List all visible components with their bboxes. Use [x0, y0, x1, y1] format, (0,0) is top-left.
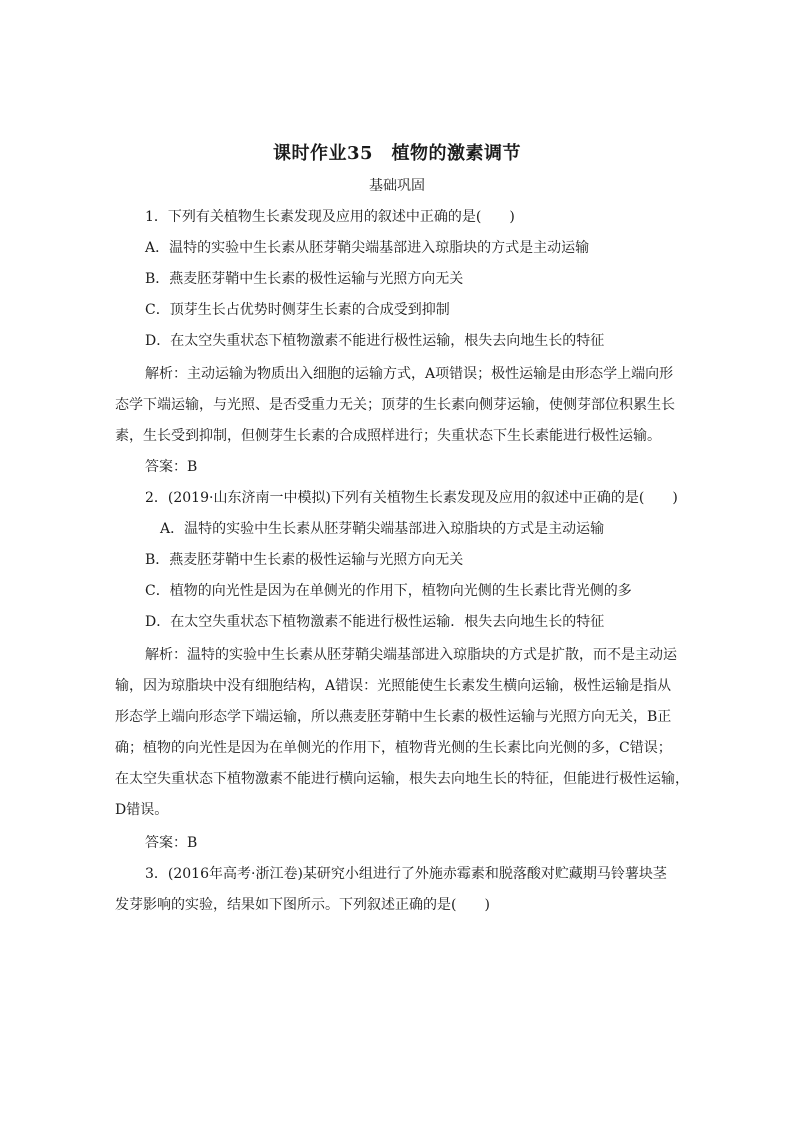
question-2-analysis-line: D错误。 — [115, 802, 169, 818]
question-2-analysis-line: 确；植物的向光性是因为在单侧光的作用下，植物背光侧的生长素比向光侧的多，C错误； — [115, 740, 672, 756]
question-1-option-a: A．温特的实验中生长素从胚芽鞘尖端基部进入琼脂块的方式是主动运输 — [145, 240, 590, 256]
question-1-answer: 答案：B — [145, 459, 198, 475]
question-1-option-b: B．燕麦胚芽鞘中生长素的极性运输与光照方向无关 — [145, 271, 464, 287]
question-2-stem: 2．(2019·山东济南一中模拟)下列有关植物生长素发现及应用的叙述中正确的是( ) — [145, 490, 678, 506]
question-1-analysis-line: 态学下端运输，与光照、是否受重力无关；顶芽的生长素向侧芽运输，使侧芽部位积累生长 — [115, 397, 675, 413]
question-3-stem-line: 发芽影响的实验，结果如下图所示。下列叙述正确的是( ) — [115, 897, 490, 913]
question-2-option-c: C．植物的向光性是因为在单侧光的作用下，植物向光侧的生长素比背光侧的多 — [145, 583, 632, 599]
question-3-stem-line: 3．(2016年高考·浙江卷)某研究小组进行了外施赤霉素和脱落酸对贮藏期马铃薯块茎 — [145, 866, 667, 882]
question-2-option-b: B．燕麦胚芽鞘中生长素的极性运输与光照方向无关 — [145, 552, 464, 568]
question-1-stem: 1．下列有关植物生长素发现及应用的叙述中正确的是( ) — [145, 209, 515, 225]
question-1-analysis-line: 素，生长受到抑制，但侧芽生长素的合成照样进行；失重状态下生长素能进行极性运输。 — [115, 428, 661, 444]
question-2-answer: 答案：B — [145, 835, 198, 851]
section-heading: 基础巩固 — [369, 178, 425, 194]
question-2-analysis-line: 在太空失重状态下植物激素不能进行横向运输，根失去向地生长的特征，但能进行极性运输， — [115, 771, 689, 787]
page-title: 课时作业35 植物的激素调节 — [272, 143, 522, 164]
question-2-option-a: A．温特的实验中生长素从胚芽鞘尖端基部进入琼脂块的方式是主动运输 — [160, 521, 605, 537]
question-2-analysis-line: 解析：温特的实验中生长素从胚芽鞘尖端基部进入琼脂块的方式是扩散，而不是主动运 — [145, 647, 677, 663]
question-1-option-d: D．在太空失重状态下植物激素不能进行极性运输，根失去向地生长的特征 — [145, 333, 605, 349]
question-1-option-c: C．顶芽生长占优势时侧芽生长素的合成受到抑制 — [145, 302, 450, 318]
question-2-option-d: D．在太空失重状态下植物激素不能进行极性运输．根失去向地生长的特征 — [145, 614, 605, 630]
question-2-analysis-line: 输，因为琼脂块中没有细胞结构，A错误：光照能使生长素发生横向运输，极性运输是指从 — [115, 678, 672, 694]
question-2-analysis-line: 形态学上端向形态学下端运输，所以燕麦胚芽鞘中生长素的极性运输与光照方向无关，B正 — [115, 709, 672, 725]
question-1-analysis-line: 解析：主动运输为物质出入细胞的运输方式，A项错误；极性运输是由形态学上端向形 — [145, 366, 674, 382]
